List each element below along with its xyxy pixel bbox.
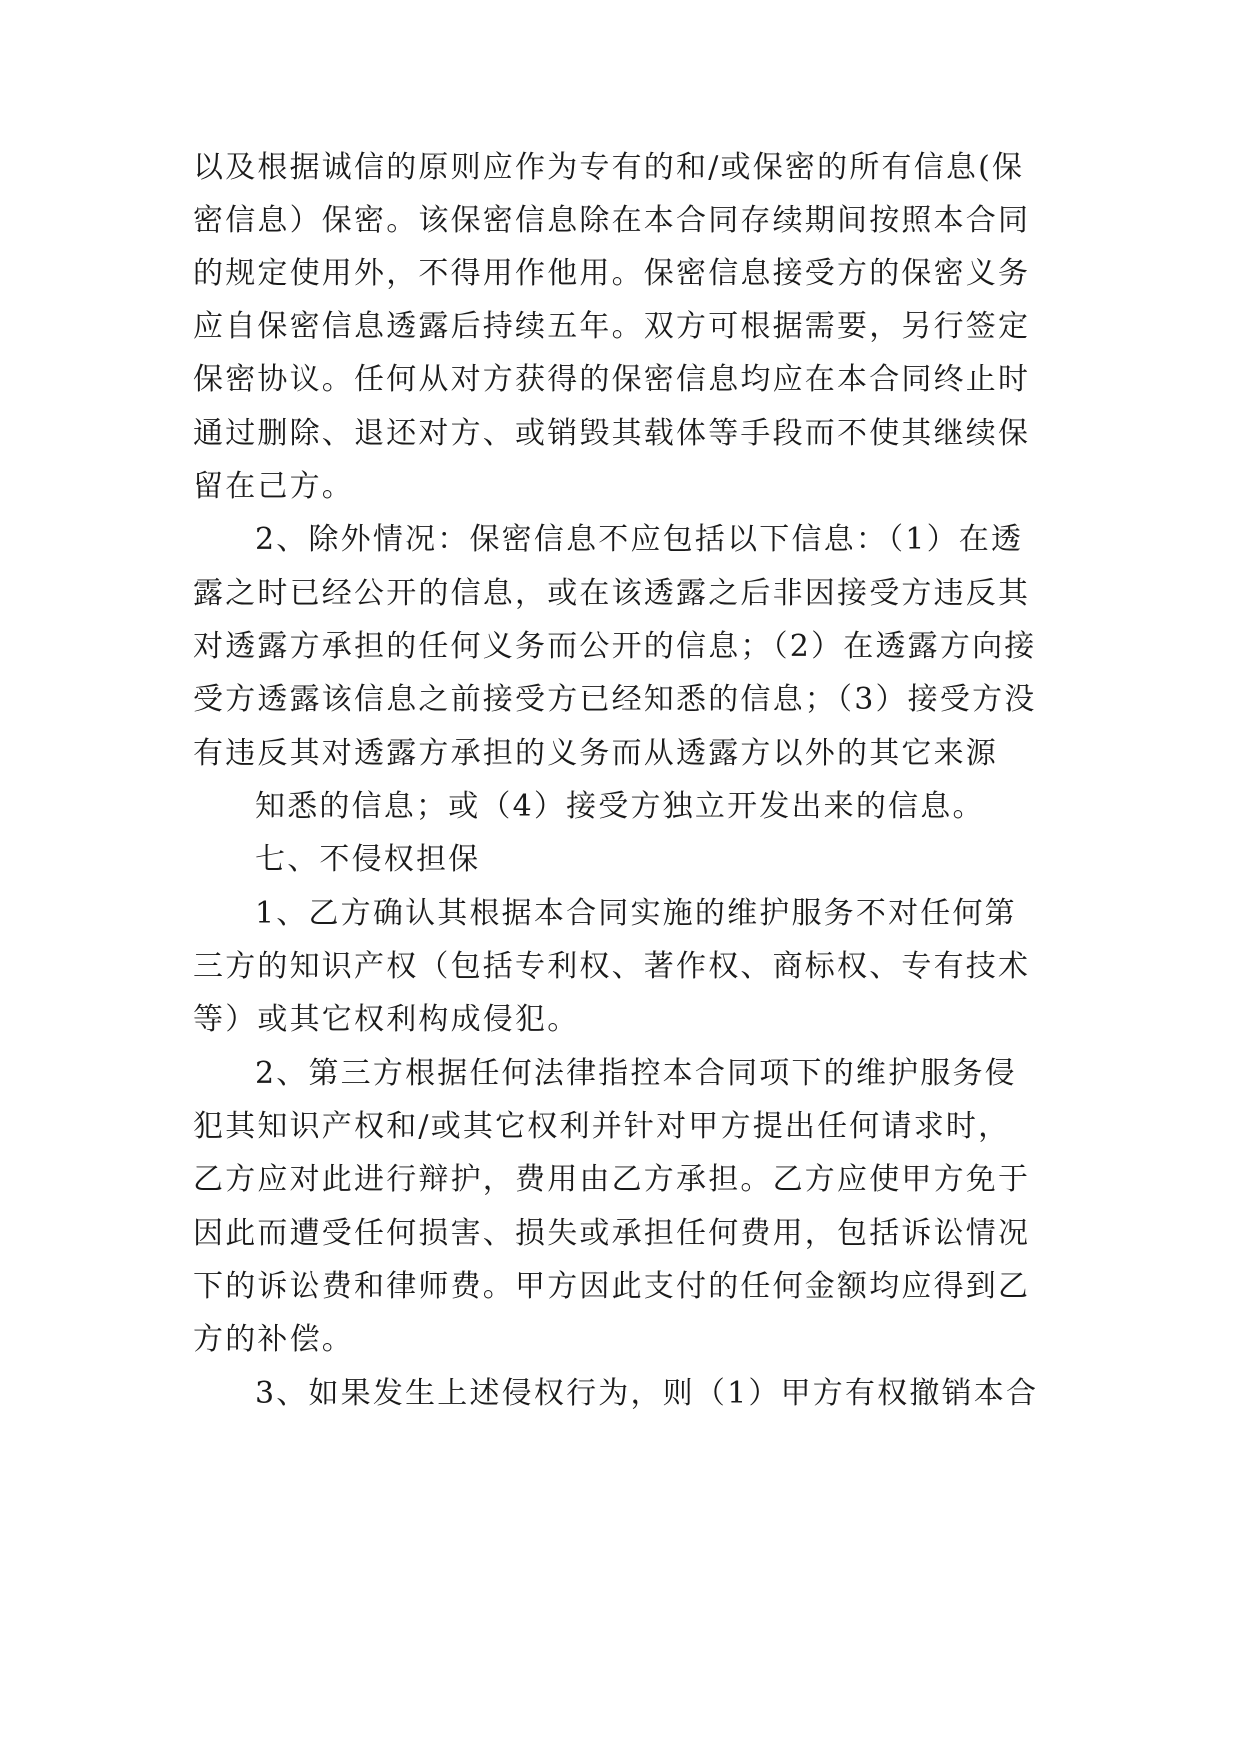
text-line: 2、除外情况：保密信息不应包括以下信息：（1）在透: [255, 522, 1024, 557]
text-line: 保密协议。任何从对方获得的保密信息均应在本合同终止时: [193, 362, 1031, 397]
text-line: 下的诉讼费和律师费。甲方因此支付的任何金额均应得到乙: [193, 1269, 1031, 1304]
text-line: 1、乙方确认其根据本合同实施的维护服务不对任何第: [255, 896, 1017, 931]
text-line: 的规定使用外，不得用作他用。保密信息接受方的保密义务: [193, 256, 1031, 291]
section-heading: 七、不侵权担保: [255, 842, 481, 877]
text-line: 以及根据诚信的原则应作为专有的和/或保密的所有信息(保: [193, 150, 1025, 185]
text-line: 露之时已经公开的信息，或在该透露之后非因接受方违反其: [193, 576, 1031, 611]
text-line: 密信息）保密。该保密信息除在本合同存续期间按照本合同: [193, 203, 1031, 238]
text-line: 3、如果发生上述侵权行为，则（1）甲方有权撤销本合: [255, 1376, 1039, 1411]
text-line: 有违反其对透露方承担的义务而从透露方以外的其它来源: [193, 736, 998, 771]
text-line: 因此而遭受任何损害、损失或承担任何费用，包括诉讼情况: [193, 1216, 1031, 1251]
text-line: 等）或其它权利构成侵犯。: [193, 1002, 580, 1037]
text-line: 留在己方。: [193, 469, 354, 504]
text-line: 知悉的信息；或（4）接受方独立开发出来的信息。: [255, 789, 985, 824]
text-line: 应自保密信息透露后持续五年。双方可根据需要，另行签定: [193, 309, 1031, 344]
text-line: 2、第三方根据任何法律指控本合同项下的维护服务侵: [255, 1056, 1017, 1091]
text-line: 乙方应对此进行辩护，费用由乙方承担。乙方应使甲方免于: [193, 1162, 1031, 1197]
text-line: 犯其知识产权和/或其它权利并针对甲方提出任何请求时，: [193, 1109, 1011, 1144]
text-line: 方的补偿。: [193, 1322, 354, 1357]
text-line: 对透露方承担的任何义务而公开的信息；（2）在透露方向接: [193, 629, 1037, 664]
text-line: 受方透露该信息之前接受方已经知悉的信息；（3）接受方没: [193, 682, 1037, 717]
text-line: 三方的知识产权（包括专利权、著作权、商标权、专有技术: [193, 949, 1031, 984]
text-line: 通过删除、退还对方、或销毁其载体等手段而不使其继续保: [193, 416, 1031, 451]
